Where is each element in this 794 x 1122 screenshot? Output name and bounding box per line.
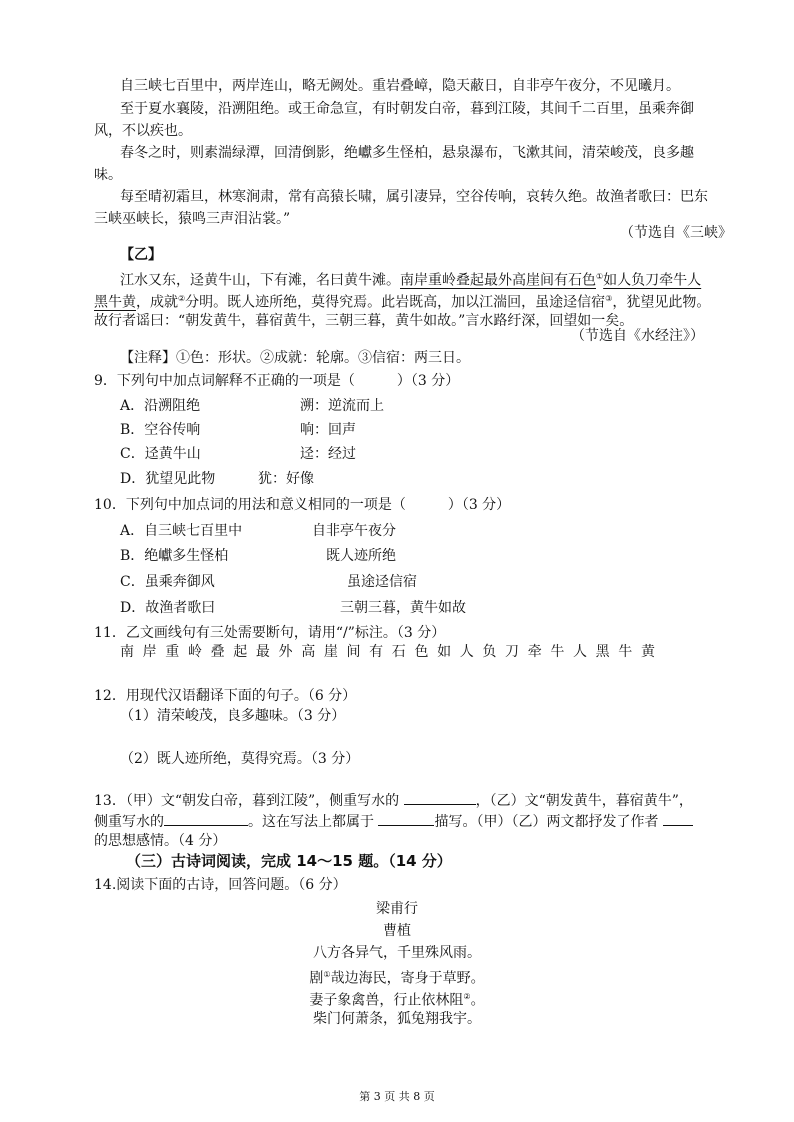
poem-footnote-2: ②	[463, 992, 471, 1001]
poem-line-2-b: 哉边海民，寄身于草野。	[330, 970, 485, 987]
yi-line-2-text-c: 分明。既人迹所绝，莫得究焉。此岩既高，加以江湍回，虽途迳信宿	[185, 294, 606, 311]
q14-stem: 14.阅读下面的古诗，回答问题。（6 分）	[94, 877, 347, 893]
q9-stem: 9．下列句中加点词解释不正确的一项是（ ）（3 分）	[94, 373, 460, 389]
q10-option-a-right: 自非亭午夜分	[312, 523, 396, 539]
jia-paragraph-1: 自三峡七百里中，两岸连山，略无阙处。重岩叠嶂，隐天蔽日，自非亭午夜分，不见曦月。	[120, 78, 680, 94]
q10-stem: 10．下列句中加点词的用法和意义相同的一项是（ ）（3 分）	[94, 497, 511, 513]
q9-option-b-explanation: 响：回声	[300, 422, 356, 438]
q13-text-d: 。这在写法上都属于	[248, 814, 374, 830]
poem-line-3-b: 。	[470, 992, 485, 1009]
poem-line-2	[0, 966, 794, 988]
q10-option-b-right: 既人迹所绝	[326, 548, 396, 564]
yi-line-3: 故行者谣曰：“朝发黄牛，暮宿黄牛，三朝三暮，黄牛如故。”言水路纡深，回望如一矣。	[94, 313, 634, 329]
q12-sentence-1: （1）清荣峻茂，良多趣味。（3 分）	[120, 708, 346, 724]
section-3-heading: （三）古诗词阅读，完成 14～15 题。（14 分）	[126, 852, 452, 870]
q9-option-d: D．犹望见此物	[120, 471, 216, 487]
q12-stem: 12．用现代汉语翻译下面的句子。（6 分）	[94, 688, 357, 704]
q11-stem: 11．乙文画线句有三处需要断句，请用“/”标注。（3 分）	[94, 625, 446, 641]
q10-option-d-right: 三朝三暮，黄牛如故	[340, 600, 466, 616]
q10-option-a-left: A．自三峡七百里中	[120, 523, 243, 539]
q9-option-b: B．空谷传响	[120, 422, 201, 438]
q9-option-a: A．沿溯阻绝	[120, 398, 201, 414]
yi-line-2-text-d: ，犹望见此物。	[612, 294, 711, 311]
jia-paragraph-3b: 味。	[94, 167, 122, 183]
poem-line-4: 柴门何萧条，狐兔翔我宇。	[313, 1011, 481, 1027]
q13-line-1	[94, 790, 693, 810]
jia-source: （节选自《三峡》	[620, 225, 732, 241]
q13-text-a: 13．（甲）文“朝发白帝，暮到江陵”，侧重写水的	[94, 793, 400, 809]
poem-title: 梁甫行	[376, 901, 418, 917]
q9-option-c: C．迳黄牛山	[120, 446, 201, 462]
jia-paragraph-3a: 春冬之时，则素湍绿潭，回清倒影，绝巘多生怪柏，悬泉瀑布，飞漱其间，清荣峻茂，良多趣	[120, 145, 694, 161]
yi-underlined-sentence-part2: 如人负刀牵牛人	[603, 272, 702, 289]
jia-paragraph-2a: 至于夏水襄陵，沿溯阻绝。或王命急宣，有时朝发白帝，暮到江陵，其间千二百里，虽乘奔御	[120, 101, 694, 117]
q13-text-e: 描写。（甲）（乙）两文都抒发了作者	[434, 814, 659, 830]
q11-sentence: 南 岸 重 岭 叠 起 最 外 高 崖 间 有 石 色 如 人 负 刀 牵 牛 人 黑 牛 黄	[120, 644, 658, 660]
q9-option-a-explanation: 溯：逆流而上	[300, 398, 384, 414]
poem-line-3	[0, 988, 794, 1010]
poem-footnote-1: ①	[323, 970, 331, 979]
q9-option-d-explanation: 犹：好像	[258, 471, 314, 487]
poem-author: 曹植	[383, 923, 411, 939]
jia-paragraph-4a: 每至晴初霜旦，林寒涧肃，常有高猿长啸，属引凄异，空谷传响，哀转久绝。故渔者歌曰：巴东	[120, 189, 708, 205]
q10-option-c-left: C．虽乘奔御风	[120, 574, 215, 590]
jia-paragraph-2b: 风，不以疾也。	[94, 123, 192, 139]
q10-option-b-left: B．绝巘多生怪柏	[120, 548, 229, 564]
q13-text-b: ，（乙）文“朝发黄牛，暮宿黄牛”，	[475, 793, 693, 809]
q10-option-c-right: 虽途迳信宿	[347, 574, 417, 590]
q10-option-d-left: D．故渔者歌曰	[120, 600, 216, 616]
footnote-marker-2: ②	[178, 294, 186, 303]
yi-underlined-sentence-part3: 黑牛黄	[94, 294, 136, 311]
q13-blank-3[interactable]	[378, 811, 434, 826]
poem-line-1: 八方各异气，千里殊风雨。	[313, 945, 481, 961]
poem-line-2-a: 剧	[309, 970, 324, 987]
poem-line-3-a: 妻子象禽兽，行止依林阻	[309, 992, 464, 1009]
footnote-marker-3: ③	[605, 294, 613, 303]
yi-underlined-sentence-part1: 南岸重岭叠起最外高崖间有石色	[400, 272, 596, 289]
yi-line-2-text-b: ，成就	[136, 294, 178, 311]
yi-line-2	[94, 290, 710, 312]
yi-note: 【注释】①色：形状。②成就：轮廓。③信宿：两三日。	[120, 350, 470, 366]
footnote-marker-1: ①	[596, 272, 604, 281]
yi-line-1	[120, 268, 701, 290]
yi-heading: 【乙】	[120, 247, 162, 263]
q13-blank-4[interactable]	[663, 811, 693, 826]
q9-option-c-explanation: 迳：经过	[300, 446, 356, 462]
page-footer: 第 3 页 共 8 页	[359, 1090, 435, 1103]
q13-line-3: 的思想感情。（4 分）	[94, 833, 227, 849]
yi-source: （节选自《水经注》）	[571, 328, 704, 344]
q13-blank-2[interactable]	[164, 811, 248, 826]
q13-text-c: 侧重写水的	[94, 814, 164, 830]
yi-line-1-text: 江水又东，迳黄牛山，下有滩，名曰黄牛滩。	[120, 272, 400, 289]
q13-line-2	[94, 811, 693, 831]
jia-paragraph-4b: 三峡巫峡长，猿鸣三声泪沾裳。”	[94, 211, 291, 227]
q12-sentence-2: （2）既人迹所绝，莫得究焉。（3 分）	[120, 751, 360, 767]
q13-blank-1[interactable]	[404, 790, 476, 805]
